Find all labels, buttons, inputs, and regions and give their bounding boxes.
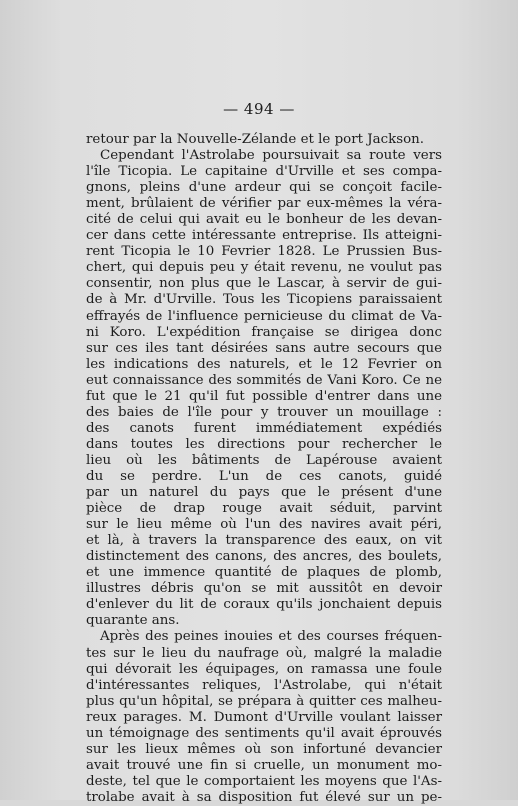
text-line: deste, tel que le comportaient les moyens que l'As- xyxy=(86,773,442,789)
text-line: chert, qui depuis peu y était revenu, ne voulut pas xyxy=(86,260,442,276)
text-line: quarante ans. xyxy=(86,613,180,629)
text-line: des canots furent immédiatement expédiés xyxy=(86,420,442,436)
text-line: trolabe avait à sa disposition fut élevé sur un pe- xyxy=(86,789,442,805)
text-line: et une immence quantité de plaques de plomb, xyxy=(86,565,442,581)
text-line: gnons, pleins d'une ardeur qui se conçoit facile- xyxy=(86,180,442,196)
text-line: ni Koro. L'expédition française se dirigea donc xyxy=(86,324,442,340)
text-line: du se perdre. L'un de ces canots, guidé xyxy=(86,468,442,484)
text-line: les indications des naturels, et le 12 Fevrier on xyxy=(86,356,442,372)
text-line: par un naturel du pays que le présent d'une xyxy=(86,485,442,501)
text-line: et là, à travers la transparence des eaux, on vit xyxy=(86,533,442,549)
text-line: qui dévorait les équipages, on ramassa une foule xyxy=(86,661,442,677)
text-line: d'intéressantes reliques, l'Astrolabe, qui n'était xyxy=(86,677,442,693)
text-line: effrayés de l'influence pernicieuse du climat de Va- xyxy=(86,308,442,324)
text-line: cité de celui qui avait eu le bonheur de les devan- xyxy=(86,212,442,228)
text-line: tes sur le lieu du naufrage où, malgré la maladie xyxy=(86,645,442,661)
text-line: reux parages. M. Dumont d'Urville voulant laisser xyxy=(86,709,442,725)
page-number: — 494 — xyxy=(223,100,295,118)
text-line: un témoignage des sentiments qu'il avait éprouvés xyxy=(86,725,442,741)
text-line: sur les lieux mêmes où son infortuné devancier xyxy=(86,741,442,757)
text-line: retour par la Nouvelle-Zélande et le port Jackson. xyxy=(86,132,425,147)
text-line: avait trouvé une fin si cruelle, un monument mo- xyxy=(86,757,442,773)
text-line: rent Ticopia le 10 Fevrier 1828. Le Prussien Bus- xyxy=(86,244,442,260)
text-line: d'enlever du lit de coraux qu'ils jonchaient depuis xyxy=(86,597,442,613)
text-line: illustres débris qu'on se mit aussitôt en devoir xyxy=(86,581,442,597)
text-line: eut connaissance des sommités de Vani Koro. Ce ne xyxy=(86,372,442,388)
text-line: Cependant l'Astrolabe poursuivait sa route vers xyxy=(100,148,442,164)
text-line: de à Mr. d'Urville. Tous les Ticopiens paraissaient xyxy=(86,292,442,308)
text-line: plus qu'un hôpital, se prépara à quitter ces malheu- xyxy=(86,693,442,709)
text-line: l'île Ticopia. Le capitaine d'Urville et ses compa- xyxy=(86,164,442,180)
body-text xyxy=(86,132,442,806)
text-line: consentir, non plus que le Lascar, à servir de gui- xyxy=(86,276,442,292)
text-line: sur ces iles tant désirées sans autre secours que xyxy=(86,340,442,356)
text-line: cer dans cette intéressante entreprise. Ils atteigni- xyxy=(86,228,442,244)
text-line: Après des peines inouies et des courses fréquen- xyxy=(100,629,442,645)
text-line: fut que le 21 qu'il fut possible d'entrer dans une xyxy=(86,388,442,404)
text-line: distinctement des canons, des ancres, des boulets, xyxy=(86,549,442,565)
text-line: ment, brûlaient de vérifier par eux-mêmes la véra- xyxy=(86,196,442,212)
text-line: sur le lieu même où l'un des navires avait péri, xyxy=(86,517,442,533)
text-line: des baies de l'île pour y trouver un mouillage : xyxy=(86,404,442,420)
text-line: dans toutes les directions pour rechercher le xyxy=(86,436,442,452)
text-line: lieu où les bâtiments de Lapérouse avaient xyxy=(86,452,442,468)
text-line: pièce de drap rouge avait séduit, parvint xyxy=(86,501,442,517)
